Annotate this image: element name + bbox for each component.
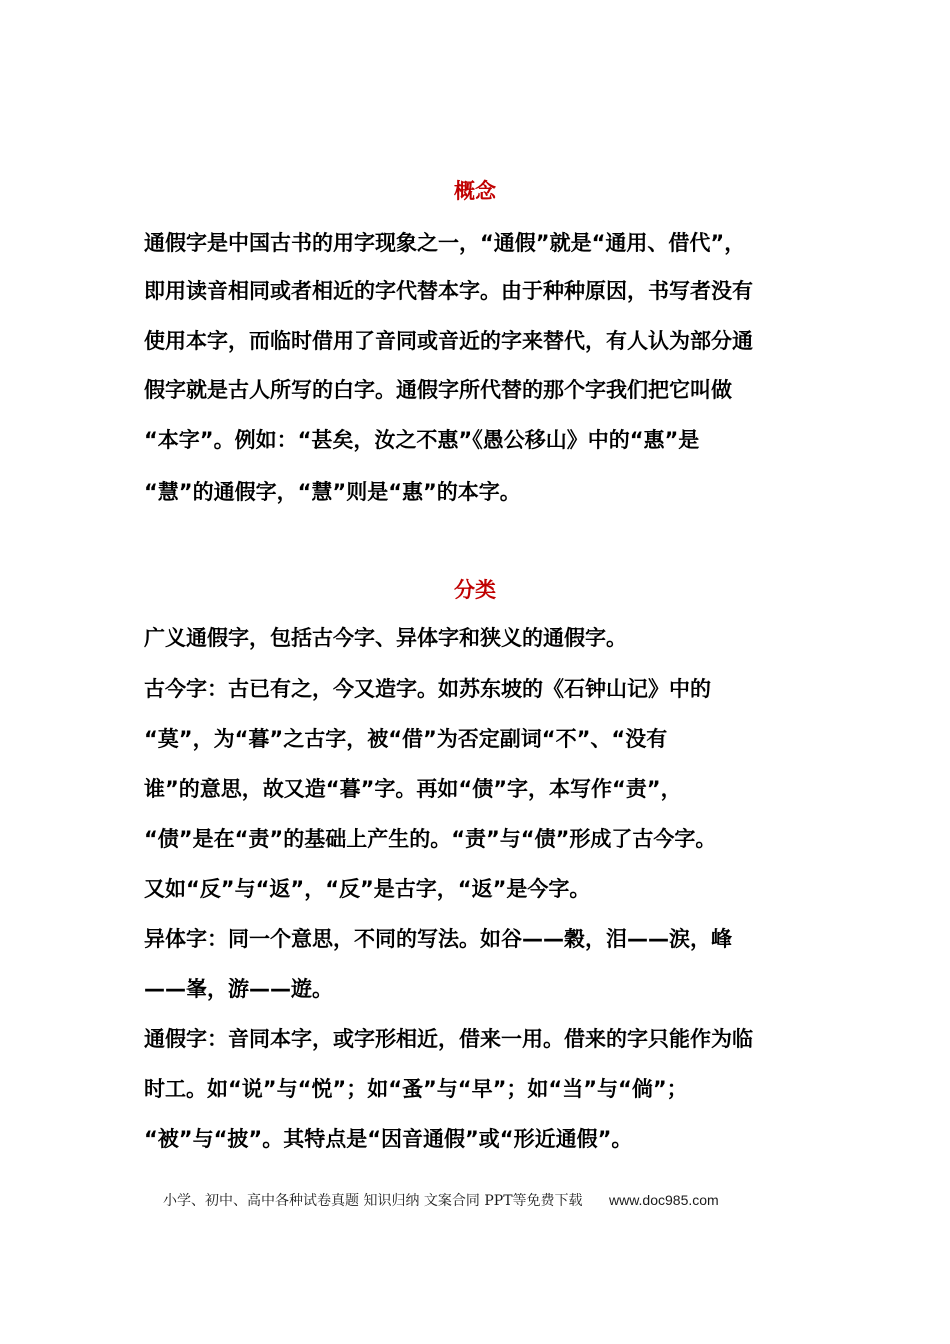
- classification-line-3: “莫”，为“暮”之古字，被“借”为否定副词“不”、“没有: [144, 727, 668, 751]
- classification-line-4: 谁”的意思，故又造“暮”字。再如“债”字，本写作“责”，: [144, 777, 682, 801]
- classification-line-9: 通假字：音同本字，或字形相近，借来一用。借来的字只能作为临: [144, 1027, 753, 1051]
- classification-line-11: “被”与“披”。其特点是“因音通假”或“形近通假”。: [144, 1127, 633, 1151]
- classification-line-2: 古今字：古已有之，今又造字。如苏东坡的《石钟山记》中的: [144, 677, 711, 701]
- section-heading-concept: 概念: [454, 179, 496, 203]
- classification-line-6: 又如“反”与“返”，“反”是古字，“返”是今字。: [144, 877, 591, 901]
- classification-line-8: ——峯，游——遊。: [144, 977, 333, 1001]
- concept-line-2: 即用读音相同或者相近的字代替本字。由于种种原因，书写者没有: [144, 279, 753, 303]
- concept-line-1: 通假字是中国古书的用字现象之一，“通假”就是“通用、借代”，: [144, 231, 746, 255]
- classification-line-1: 广义通假字，包括古今字、异体字和狭义的通假字。: [144, 626, 627, 650]
- page-footer: [163, 1190, 719, 1211]
- classification-line-7: 异体字：同一个意思，不同的写法。如谷——穀，泪——涙，峰: [144, 927, 732, 951]
- concept-line-5: “本字”。例如：“甚矣，汝之不惠”《愚公移山》中的“惠”是: [144, 428, 700, 452]
- classification-line-10: 时工。如“说”与“悦”；如“蚤”与“早”；如“当”与“倘”；: [144, 1077, 688, 1101]
- concept-line-4: 假字就是古人所写的白字。通假字所代替的那个字我们把它叫做: [144, 378, 732, 402]
- footer-url[interactable]: www.doc985.com: [608, 1192, 719, 1208]
- footer-text: 小学、初中、高中各种试卷真题 知识归纳 文案合同 PPT等免费下载: [163, 1193, 583, 1209]
- section-heading-classification: 分类: [454, 578, 496, 602]
- concept-line-3: 使用本字，而临时借用了音同或音近的字来替代，有人认为部分通: [144, 329, 753, 353]
- concept-line-6: “慧”的通假字，“慧”则是“惠”的本字。: [144, 480, 521, 504]
- classification-line-5: “债”是在“责”的基础上产生的。“责”与“债”形成了古今字。: [144, 827, 717, 851]
